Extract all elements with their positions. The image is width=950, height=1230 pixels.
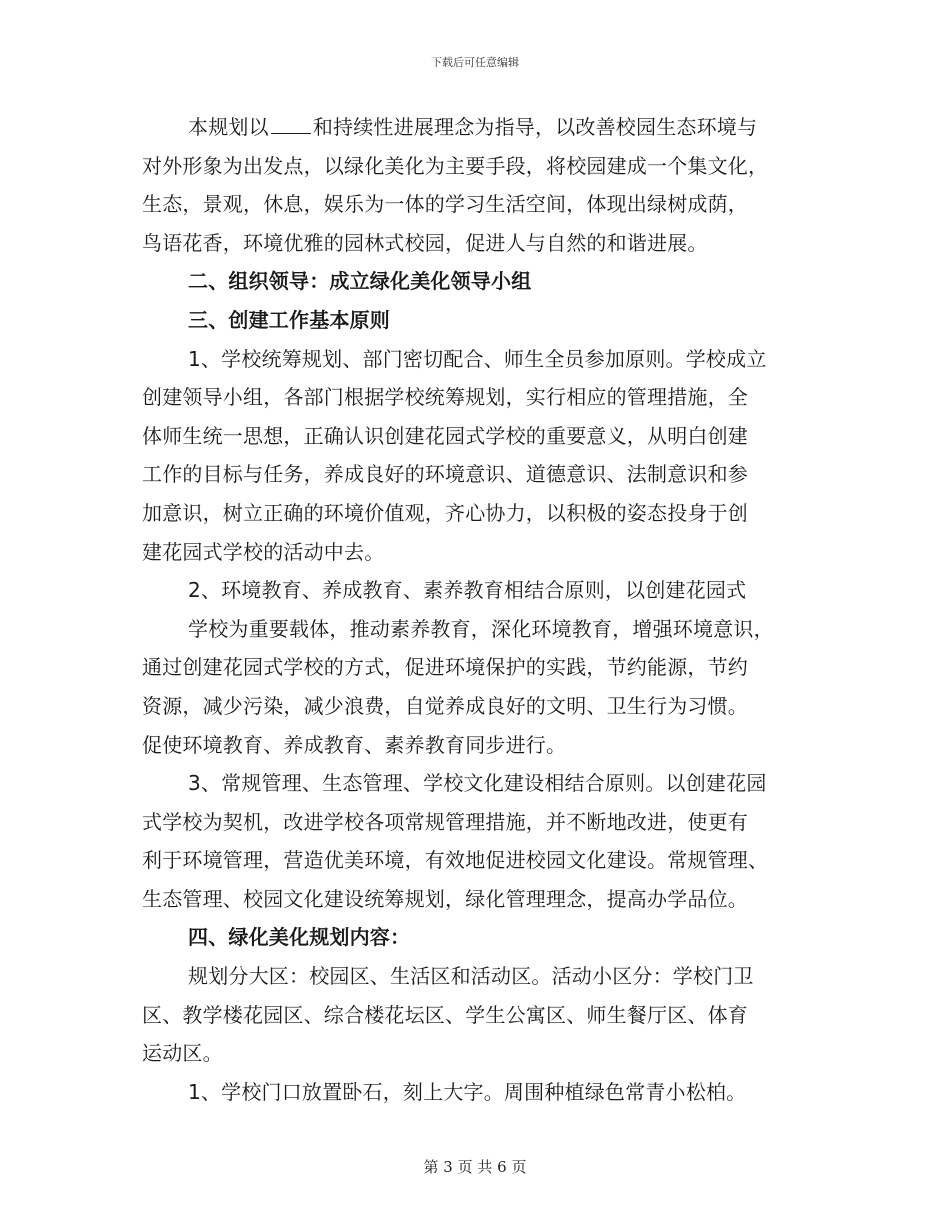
principle-3-line-1: 3、常规管理、生态管理、学校文化建设相结合原则。以创建花园: [188, 771, 767, 796]
principle-2-line-1: 2、环境教育、养成教育、素养教育相结合原则，以创建花园式: [188, 578, 747, 603]
page-number-footer: 第 3 页 共 6 页: [423, 1158, 527, 1176]
intro-line-2: 对外形象为出发点，以绿化美化为主要手段，将校园建成一个集文化，: [142, 153, 769, 178]
principle-1-line-3: 体师生统一思想，正确认识创建花园式学校的重要意义，从明白创建: [142, 423, 748, 448]
principle-3-line-2: 式学校为契机，改进学校各项常规管理措施，并不断地改进，使更有: [142, 809, 748, 834]
intro-line-4: 鸟语花香，环境优雅的园林式校园，促进人与自然的和谐进展。: [142, 230, 708, 255]
fill-in-blank: [271, 115, 311, 134]
principle-1-line-1: 1、学校统筹规划、部门密切配合、师生全员参加原则。学校成立: [188, 346, 767, 371]
page-header-note: 下载后可任意编辑: [431, 56, 519, 69]
principle-1-line-6: 建花园式学校的活动中去。: [142, 539, 385, 564]
principle-1-line-5: 加意识，树立正确的环境价值观，齐心协力，以积极的姿态投身于创: [142, 500, 748, 525]
principle-2-line-3: 通过创建花园式学校的方式，促进环境保护的实践，节约能源，节约: [142, 655, 748, 680]
principle-2-line-5: 促使环境教育、养成教育、素养教育同步进行。: [142, 732, 567, 757]
intro-line-1-post: 和持续性进展理念为指导，以改善校园生态环境与: [312, 115, 758, 139]
intro-line-1-pre: 本规划以: [188, 115, 269, 139]
plan-line-1: 规划分大区：校园区、生活区和活动区。活动小区分：学校门卫: [188, 964, 754, 989]
principle-2-line-2: 学校为重要载体，推动素养教育，深化环境教育，增强环境意识，: [188, 616, 774, 641]
principle-2-line-4: 资源，减少污染，减少浪费，自觉养成良好的文明、卫生行为习惯。: [142, 693, 748, 718]
plan-line-2: 区、教学楼花园区、综合楼花坛区、学生公寓区、师生餐厅区、体育: [142, 1002, 748, 1027]
plan-line-3: 运动区。: [142, 1041, 223, 1066]
plan-item-1-line-1: 1、学校门口放置卧石，刻上大字。周围种植绿色常青小松柏。: [188, 1079, 747, 1104]
section-heading-2: 二、组织领导：成立绿化美化领导小组: [188, 269, 532, 294]
section-heading-4: 四、绿化美化规划内容：: [188, 925, 411, 950]
intro-line-3: 生态，景观，休息，娱乐为一体的学习生活空间，体现出绿树成荫，: [142, 192, 748, 217]
principle-1-line-2: 创建领导小组，各部门根据学校统筹规划，实行相应的管理措施，全: [142, 385, 748, 410]
document-body: [142, 108, 810, 1111]
principle-3-line-3: 利于环境管理，营造优美环境，有效地促进校园文化建设。常规管理、: [142, 848, 769, 873]
principle-1-line-4: 工作的目标与任务，养成良好的环境意识、道德意识、法制意识和参: [142, 462, 748, 487]
principle-3-line-4: 生态管理、校园文化建设统筹规划，绿化管理理念，提高办学品位。: [142, 886, 748, 911]
intro-line-1: [142, 108, 810, 147]
section-heading-3: 三、创建工作基本原则: [188, 307, 390, 332]
